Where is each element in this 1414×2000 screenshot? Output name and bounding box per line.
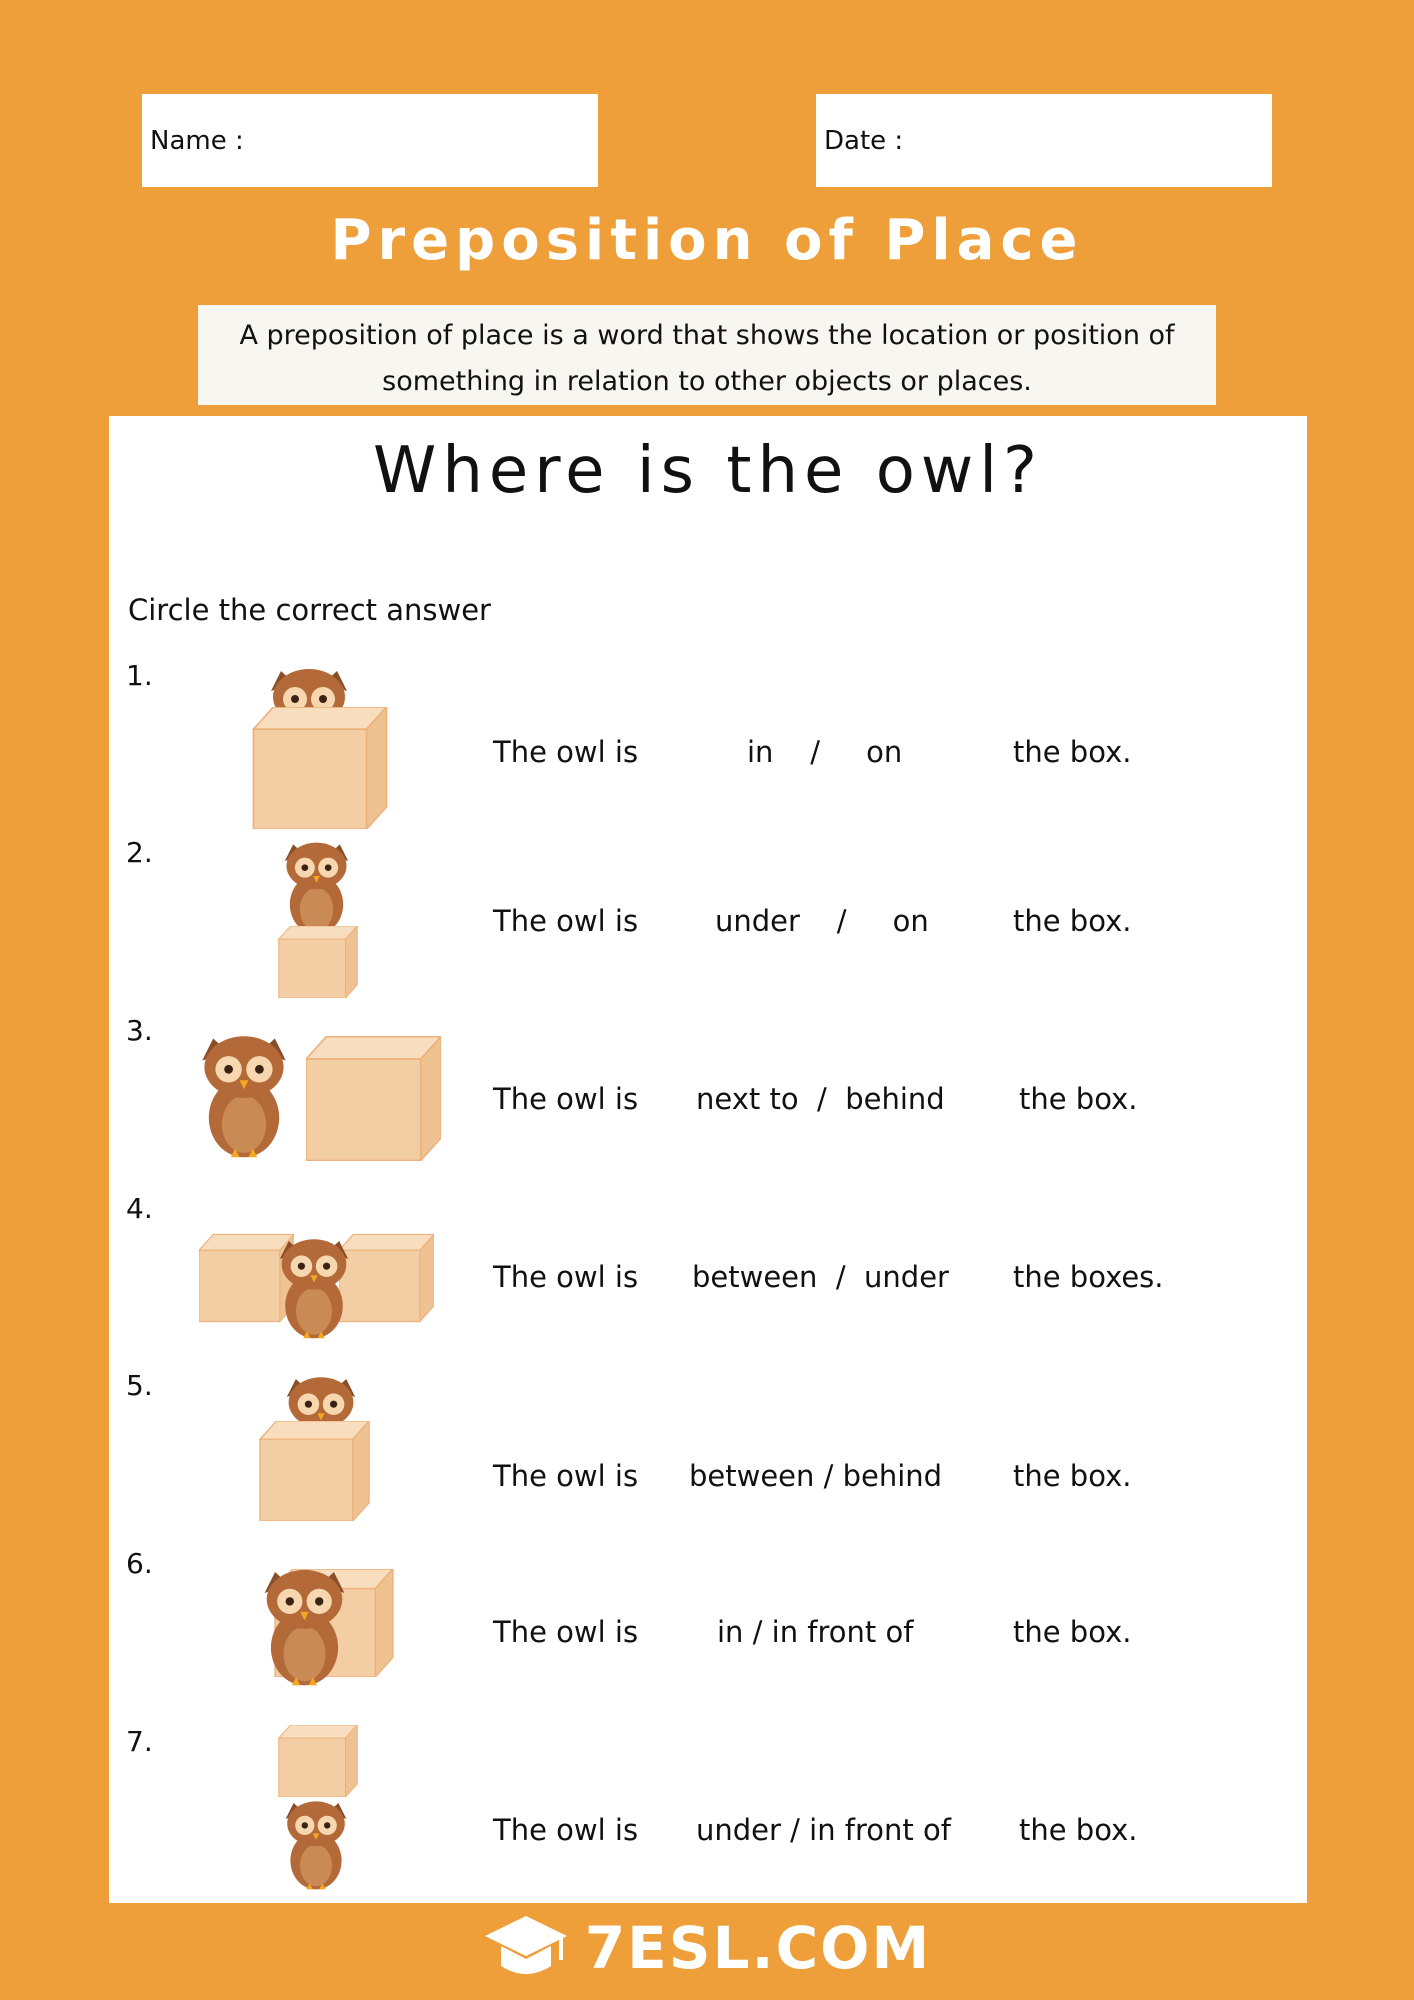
exercise-item — [109, 1014, 1307, 1184]
owl-behind-box-illustration — [184, 1369, 484, 1539]
brand-logo: 7ESL.COM — [584, 1914, 932, 1982]
exercise-item — [109, 1725, 1307, 1895]
sentence-ending: the box. — [1013, 1459, 1132, 1493]
exercise-number: 6. — [126, 1547, 153, 1580]
definition-box: A preposition of place is a word that shows the location or position of something in relation to other objects or places. — [198, 305, 1216, 405]
date-field[interactable] — [816, 94, 1272, 187]
graduation-cap-icon — [483, 1912, 569, 1984]
answer-options[interactable]: between / under — [692, 1260, 949, 1294]
sentence-stem: The owl is — [493, 1813, 639, 1847]
exercise-item — [109, 1547, 1307, 1717]
exercise-number: 2. — [126, 836, 153, 869]
sentence-ending: the box. — [1013, 1615, 1132, 1649]
question-heading: Where is the owl? — [373, 434, 1043, 508]
owl-on-box-illustration — [184, 836, 484, 1006]
sentence-stem: The owl is — [493, 904, 639, 938]
answer-options[interactable]: between / behind — [689, 1459, 943, 1493]
instruction-text: Circle the correct answer — [128, 593, 491, 627]
exercise-item — [109, 1369, 1307, 1539]
exercise-panel — [109, 416, 1307, 1903]
sentence-stem: The owl is — [493, 1615, 639, 1649]
exercise-number: 3. — [126, 1014, 153, 1047]
owl-in-front-of-box-illustration — [184, 1547, 484, 1717]
name-label: Name : — [150, 125, 244, 156]
owl-under-box-illustration — [184, 1725, 484, 1895]
owl-next-to-box-illustration — [184, 1014, 484, 1184]
owl-between-boxes-illustration — [184, 1192, 484, 1362]
answer-options[interactable]: next to / behind — [696, 1082, 945, 1116]
date-label: Date : — [824, 125, 904, 156]
footer — [0, 1908, 1414, 1988]
exercise-number: 7. — [126, 1725, 153, 1758]
name-field[interactable] — [142, 94, 598, 187]
sentence-stem: The owl is — [493, 1459, 639, 1493]
sentence-stem: The owl is — [493, 1082, 639, 1116]
sentence-ending: the box. — [1013, 735, 1132, 769]
answer-options[interactable]: in / on — [747, 735, 903, 769]
exercise-number: 5. — [126, 1369, 153, 1402]
sentence-ending: the box. — [1013, 904, 1132, 938]
answer-options[interactable]: under / on — [715, 904, 929, 938]
exercise-item — [109, 659, 1307, 829]
exercise-number: 4. — [126, 1192, 153, 1225]
sentence-ending: the box. — [1019, 1813, 1138, 1847]
sentence-stem: The owl is — [493, 1260, 639, 1294]
exercise-item — [109, 836, 1307, 1006]
exercise-number: 1. — [126, 659, 153, 692]
owl-in-box-illustration — [184, 659, 484, 829]
sentence-stem: The owl is — [493, 735, 639, 769]
sentence-ending: the box. — [1019, 1082, 1138, 1116]
answer-options[interactable]: in / in front of — [717, 1615, 914, 1649]
answer-options[interactable]: under / in front of — [696, 1813, 951, 1847]
sentence-ending: the boxes. — [1013, 1260, 1164, 1294]
exercise-item — [109, 1192, 1307, 1362]
worksheet-title: Preposition of Place — [330, 208, 1084, 273]
